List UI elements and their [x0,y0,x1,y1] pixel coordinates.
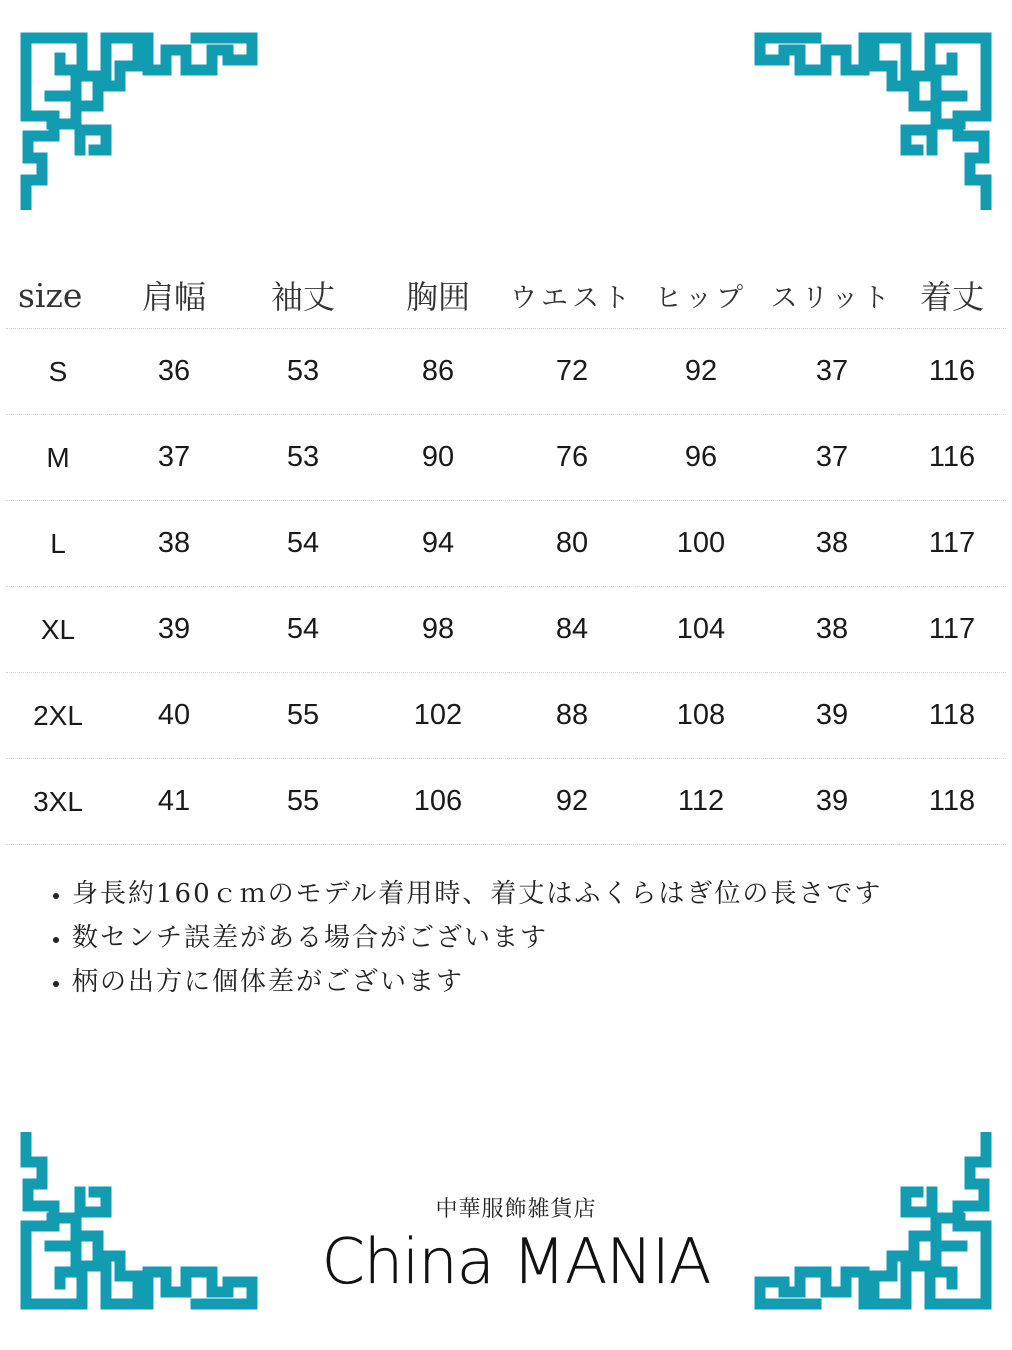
header-slit: スリット [766,262,898,329]
table-cell: 88 [508,673,636,759]
fret-ornament-graphic [20,1132,260,1312]
table-cell: 96 [636,415,766,501]
brand-name: China MANIA [321,1225,711,1298]
brand-logo [306,1192,726,1296]
table-cell: 76 [508,415,636,501]
note-pattern-variation: • 柄の出方に個体差がございます [72,960,882,1004]
header-waist: ウエスト [508,262,636,329]
table-cell: 116 [898,329,1006,415]
header-hip: ヒップ [636,262,766,329]
notes-list [40,872,882,1004]
table-cell: 53 [238,329,368,415]
table-row [6,587,1006,673]
table-cell: 53 [238,415,368,501]
table-cell: XL [6,587,110,673]
table-cell: 80 [508,501,636,587]
table-cell: 112 [636,759,766,845]
table-cell: 106 [368,759,508,845]
table-cell: 100 [636,501,766,587]
header-length: 着丈 [898,262,1006,329]
table-cell: 118 [898,759,1006,845]
table-cell: 55 [238,759,368,845]
table-cell: 39 [110,587,238,673]
fret-corner-ornament-bottom-right [752,1132,992,1312]
table-cell: 104 [636,587,766,673]
fret-corner-ornament-bottom-left [20,1132,260,1312]
table-row [6,329,1006,415]
table-cell: 3XL [6,759,110,845]
table-cell: L [6,501,110,587]
table-cell: M [6,415,110,501]
table-cell: 86 [368,329,508,415]
table-cell: 94 [368,501,508,587]
table-cell: 116 [898,415,1006,501]
table-cell: 108 [636,673,766,759]
table-cell: 118 [898,673,1006,759]
table-cell: 54 [238,587,368,673]
header-size: size [6,262,110,329]
header-shoulder-width: 肩幅 [110,262,238,329]
table-row [6,415,1006,501]
table-cell: 102 [368,673,508,759]
table-cell: 117 [898,501,1006,587]
table-cell: 98 [368,587,508,673]
table-cell: 39 [766,673,898,759]
table-cell: 54 [238,501,368,587]
table-cell: 37 [110,415,238,501]
table-cell: 39 [766,759,898,845]
brand-subtitle: 中華服飾雑貨店 [435,1197,597,1222]
table-cell: 41 [110,759,238,845]
table-cell: 40 [110,673,238,759]
size-chart-table [6,262,1006,845]
header-chest: 胸囲 [368,262,508,329]
table-cell: 36 [110,329,238,415]
table-cell: 55 [238,673,368,759]
table-cell: 37 [766,329,898,415]
table-row [6,501,1006,587]
table-cell: 72 [508,329,636,415]
table-cell: 90 [368,415,508,501]
fret-ornament-graphic [752,30,992,210]
table-cell: 2XL [6,673,110,759]
fret-corner-ornament-top-left [20,30,260,210]
table-cell: 38 [766,501,898,587]
table-cell: 117 [898,587,1006,673]
table-cell: 38 [110,501,238,587]
table-cell: 37 [766,415,898,501]
header-sleeve-length: 袖丈 [238,262,368,329]
table-cell: 92 [508,759,636,845]
table-row [6,759,1006,845]
note-model-length: • 身長約160ｃｍのモデル着用時、着丈はふくらはぎ位の長さです [72,872,882,916]
fret-ornament-graphic [752,1132,992,1312]
table-cell: S [6,329,110,415]
table-cell: 84 [508,587,636,673]
table-cell: 92 [636,329,766,415]
table-header-row [6,262,1006,329]
fret-corner-ornament-top-right [752,30,992,210]
table-cell: 38 [766,587,898,673]
note-measurement-error: • 数センチ誤差がある場合がございます [72,916,882,960]
table-row [6,673,1006,759]
fret-ornament-graphic [20,30,260,210]
